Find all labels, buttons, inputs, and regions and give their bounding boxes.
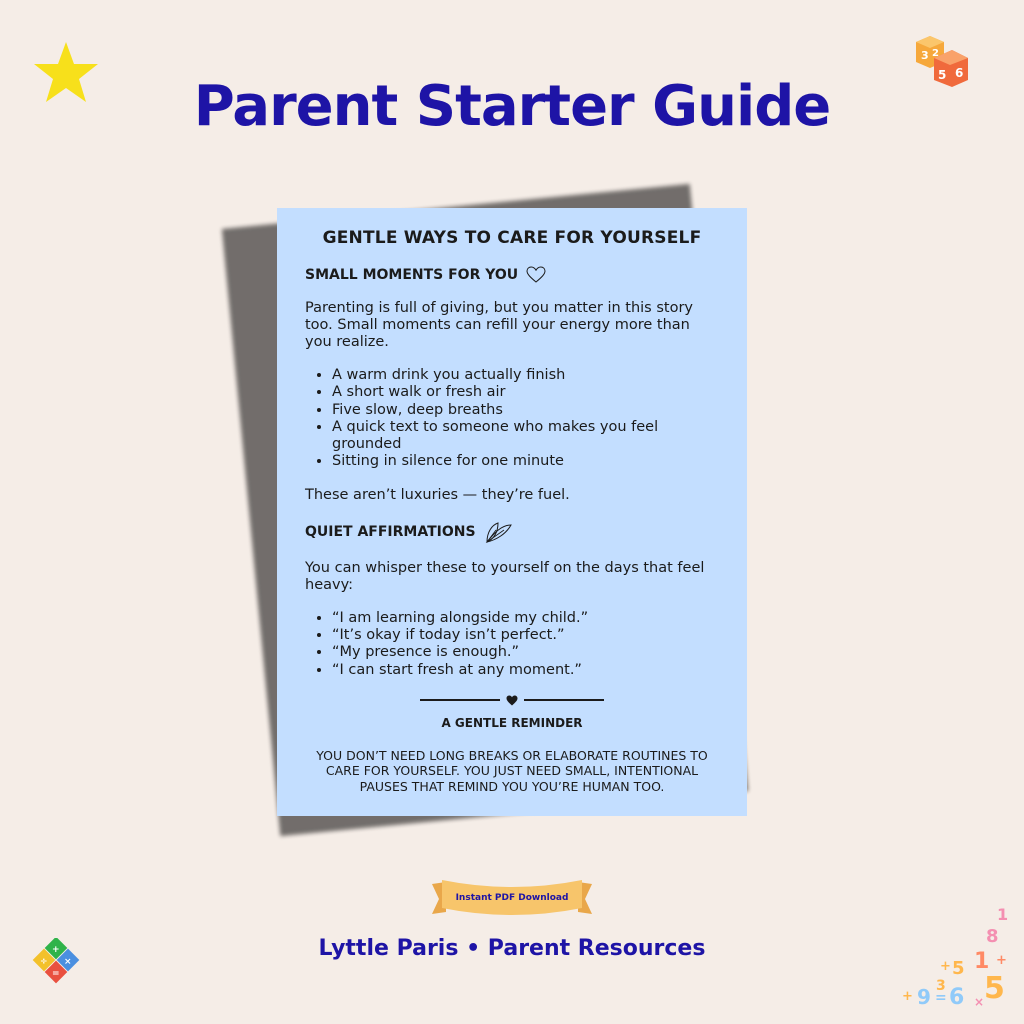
section-heading-affirmations	[305, 520, 719, 544]
small-moments-list	[305, 367, 719, 471]
list-item: • Sitting in silence for one minute	[332, 453, 719, 470]
logo-symbol: +	[52, 945, 60, 955]
section-heading-label: QUIET AFFIRMATIONS	[305, 523, 476, 540]
page-title: Parent Starter Guide	[193, 74, 831, 139]
numbers-decoration	[900, 900, 1020, 1018]
list-item: • A short walk or fresh air	[332, 384, 719, 401]
divider-line	[420, 699, 500, 701]
logo-symbol: =	[52, 969, 60, 979]
reminder-text: YOU DON’T NEED LONG BREAKS OR ELABORATE ROUTINES TO CARE FOR YOURSELF. YOU JUST NEED SMALL, INTENTIONAL PAUSES THAT REMIND YOU YOU’RE HUMAN TOO.	[316, 747, 708, 794]
number-glyph: 8	[986, 926, 999, 947]
section-intro: Parenting is full of giving, but you matter in this story too. Small moments can refill your energy more than you realize.	[305, 300, 694, 350]
number-glyph: 9	[917, 985, 931, 1009]
list-item: • A warm drink you actually finish	[332, 367, 719, 384]
number-glyph: =	[935, 990, 947, 1006]
number-glyph: 1	[997, 905, 1009, 924]
instant-download-label: Instant PDF Download	[455, 893, 569, 903]
dice-face-a: 3	[921, 49, 929, 62]
heart-divider	[305, 695, 719, 706]
reminder-heading: A GENTLE REMINDER	[441, 715, 583, 730]
number-glyph: +	[996, 953, 1007, 968]
dice-face-d: 6	[955, 66, 964, 80]
list-item: • “I am learning alongside my child.”	[332, 610, 719, 627]
list-item: • A quick text to someone who makes you feel grounded	[332, 419, 719, 454]
guide-card	[277, 208, 747, 816]
number-glyph: +	[902, 989, 913, 1004]
list-item: • Five slow, deep breaths	[332, 402, 719, 419]
list-item: • “I can start fresh at any moment.”	[332, 662, 719, 679]
number-glyph: ×	[974, 995, 985, 1009]
math-logo-icon	[31, 938, 81, 988]
number-glyph: 5	[952, 958, 965, 979]
list-item: • “My presence is enough.”	[332, 644, 719, 661]
section-closing: These aren’t luxuries — they’re fuel.	[305, 486, 570, 503]
divider-line	[524, 699, 604, 701]
number-glyph: +	[940, 959, 951, 974]
list-item: • “It’s okay if today isn’t perfect.”	[332, 627, 719, 644]
section-heading-small-moments	[305, 266, 719, 284]
heart-outline-icon	[526, 266, 546, 284]
footer-brand: Lyttle Paris • Parent Resources	[318, 936, 706, 961]
logo-symbol: ÷	[40, 957, 48, 967]
leaf-icon	[484, 520, 514, 544]
dice-face-c: 5	[938, 68, 947, 82]
heart-icon	[506, 695, 518, 706]
card-title: GENTLE WAYS TO CARE FOR YOURSELF	[322, 228, 702, 248]
number-glyph: 1	[974, 949, 990, 974]
number-glyph: 6	[949, 985, 965, 1010]
section-heading-label: SMALL MOMENTS FOR YOU	[305, 267, 519, 283]
number-glyph: 3	[936, 978, 946, 994]
logo-symbol: ×	[64, 957, 72, 967]
section-intro: You can whisper these to yourself on the days that feel heavy:	[305, 559, 705, 593]
dice-face-b: 2	[932, 48, 939, 59]
affirmations-list	[305, 610, 719, 679]
number-glyph: 5	[984, 971, 1005, 1006]
